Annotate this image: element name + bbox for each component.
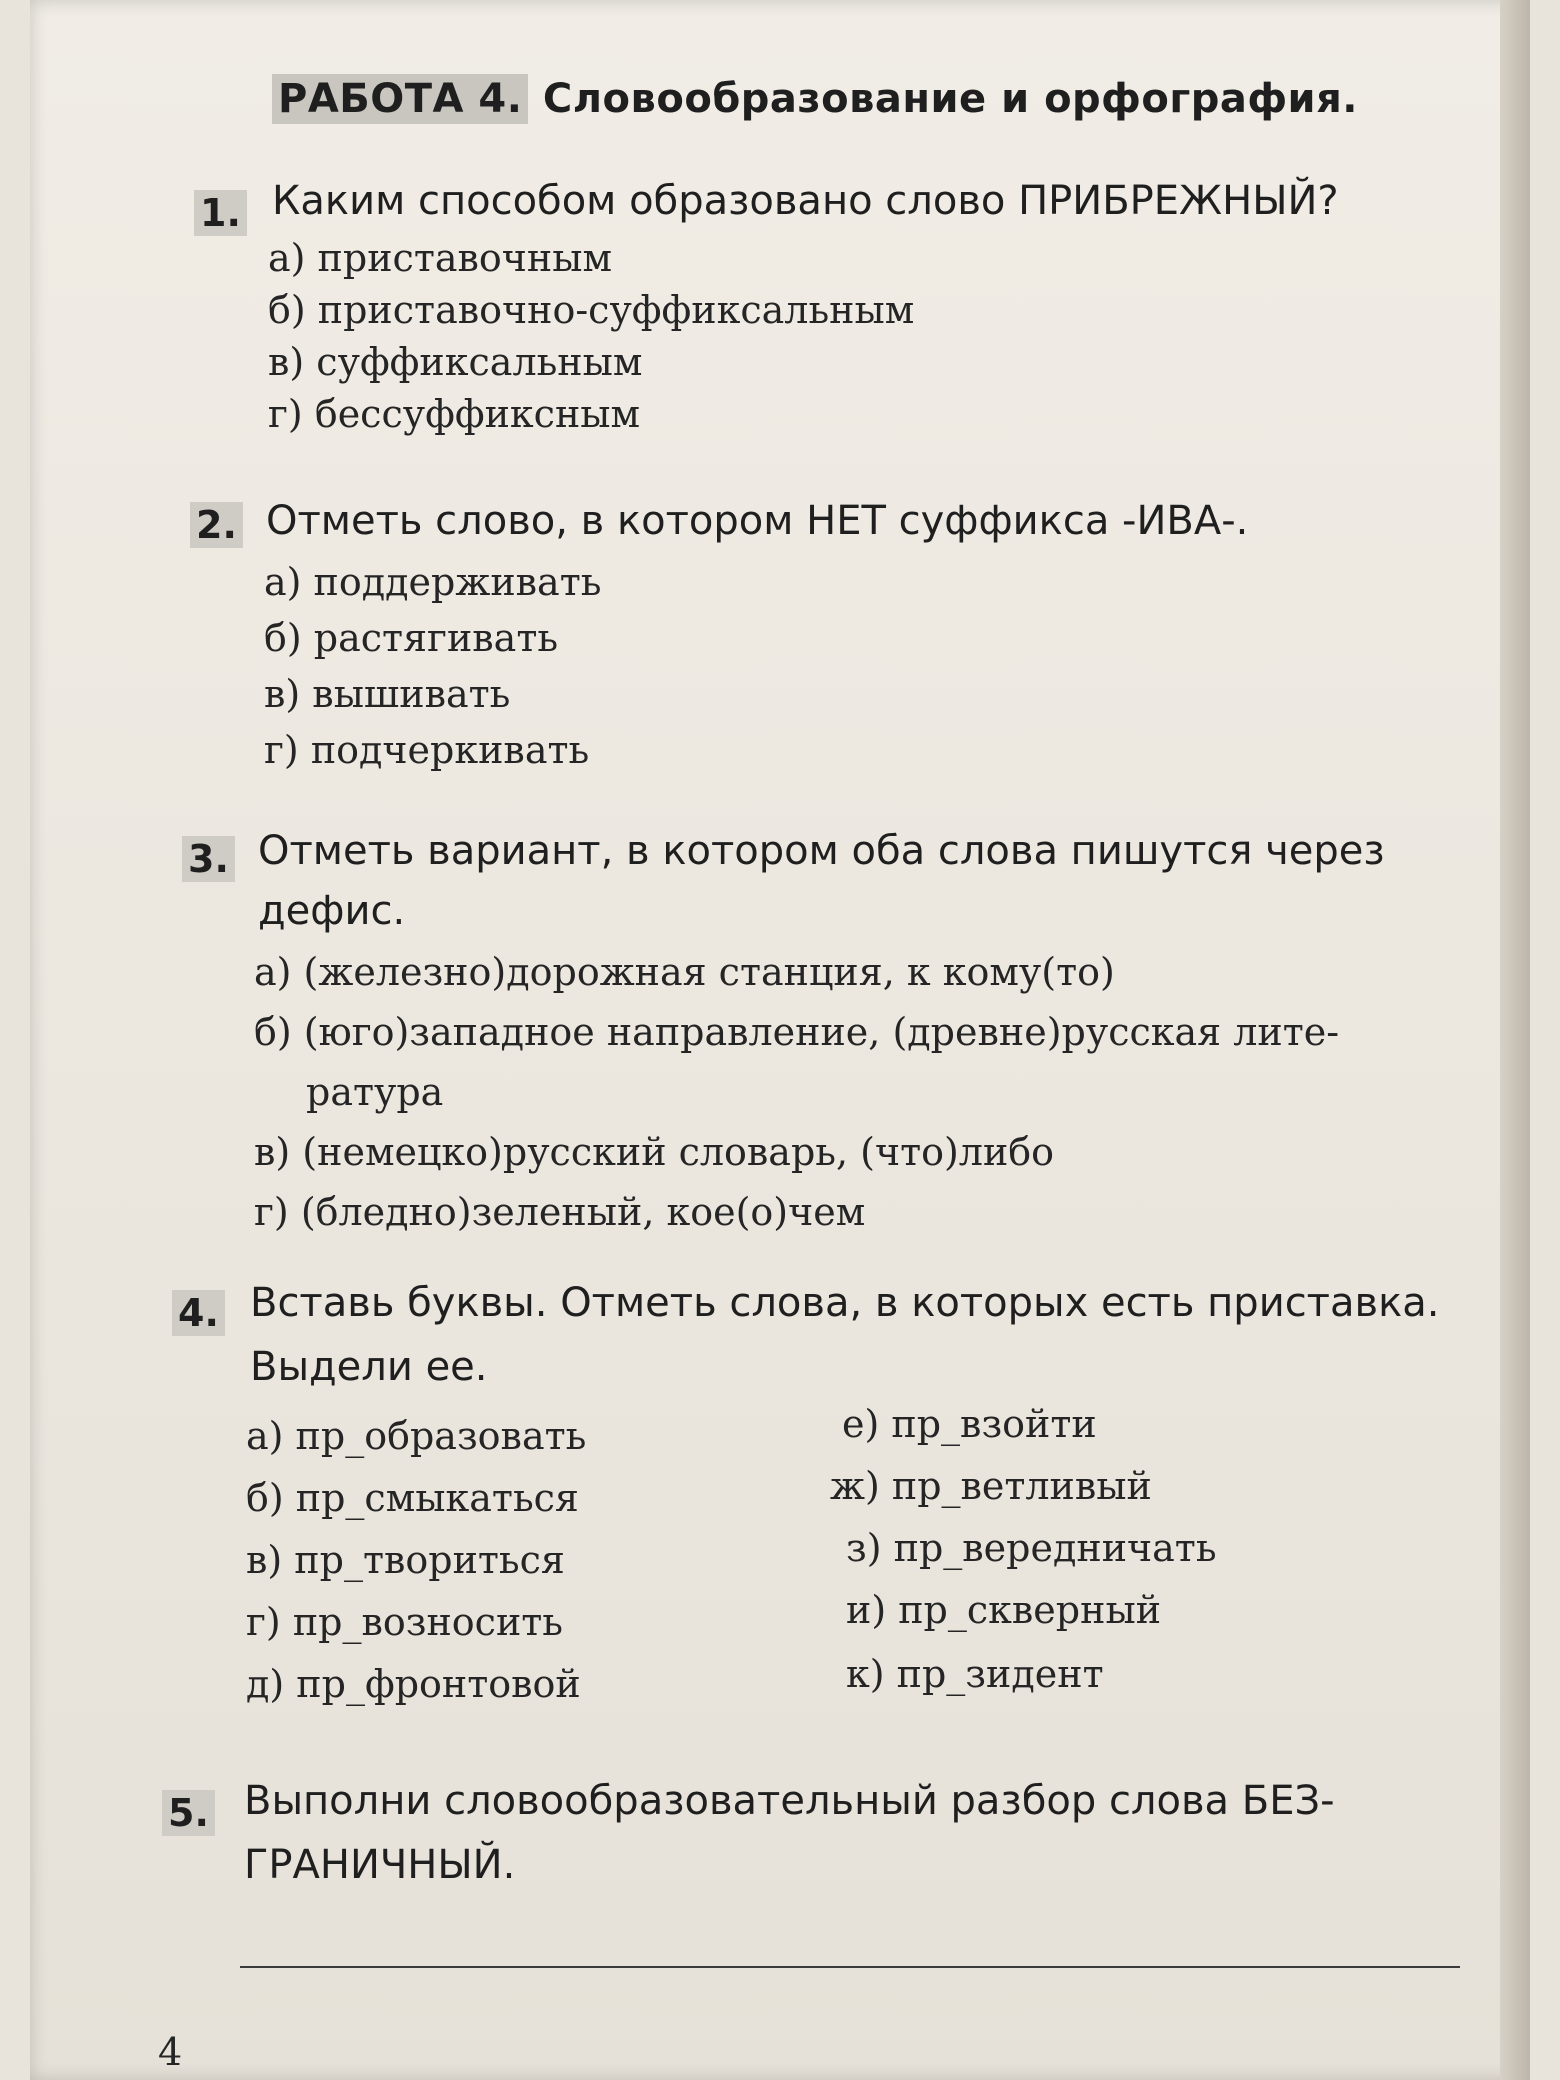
question-5-number: 5. bbox=[162, 1790, 215, 1836]
q3-option-d: г) (бледно)зеленый, кое(о)чем bbox=[254, 1190, 866, 1234]
question-3-text-line2: дефис. bbox=[258, 888, 406, 934]
q4-option-j: к) пр_зидент bbox=[846, 1652, 1104, 1696]
q3-option-b: б) (юго)западное направление, (древне)русская лите- bbox=[254, 1010, 1340, 1054]
q4-option-f: е) пр_взойти bbox=[842, 1402, 1097, 1446]
question-3-number: 3. bbox=[182, 836, 235, 882]
question-5-text-line1: Выполни словообразовательный разбор слова БЕЗ- bbox=[244, 1778, 1335, 1824]
work-title bbox=[272, 76, 1358, 122]
q3-option-b-continued: ратура bbox=[306, 1070, 444, 1114]
q4-option-h: з) пр_вередничать bbox=[846, 1526, 1217, 1570]
q2-option-c: в) вышивать bbox=[264, 672, 511, 716]
q2-option-b: б) растягивать bbox=[264, 616, 559, 660]
q1-option-c: в) суффиксальным bbox=[268, 340, 643, 384]
question-2-number: 2. bbox=[190, 502, 243, 548]
question-2-text: Отметь слово, в котором НЕТ суффикса -ИВА-. bbox=[266, 498, 1249, 544]
work-name: Словообразование и орфография. bbox=[542, 76, 1358, 122]
question-3-text-line1: Отметь вариант, в котором оба слова пишутся через bbox=[258, 828, 1385, 874]
q2-option-a: а) поддерживать bbox=[264, 560, 602, 604]
q1-option-b: б) приставочно-суффиксальным bbox=[268, 288, 915, 332]
q1-option-a: а) приставочным bbox=[268, 236, 613, 280]
q4-option-a: а) пр_образовать bbox=[246, 1414, 587, 1458]
q3-option-a: а) (железно)дорожная станция, к кому(то) bbox=[254, 950, 1115, 994]
question-4-text-line1: Вставь буквы. Отметь слова, в которых есть приставка. bbox=[250, 1280, 1440, 1326]
q1-option-d: г) бессуффиксным bbox=[268, 392, 641, 436]
q4-option-g: ж) пр_ветливый bbox=[830, 1464, 1152, 1508]
work-number: РАБОТА 4. bbox=[272, 74, 528, 124]
page-number: 4 bbox=[158, 2030, 183, 2074]
question-4-text-line2: Выдели ее. bbox=[250, 1344, 488, 1390]
q4-option-c: в) пр_твориться bbox=[246, 1538, 565, 1582]
question-4-number: 4. bbox=[172, 1290, 225, 1336]
answer-line[interactable] bbox=[240, 1966, 1460, 1968]
question-1-number: 1. bbox=[194, 190, 247, 236]
question-5-text-line2: ГРАНИЧНЫЙ. bbox=[244, 1842, 516, 1888]
q3-option-c: в) (немецко)русский словарь, (что)либо bbox=[254, 1130, 1055, 1174]
page-edge-shadow bbox=[1500, 0, 1530, 2080]
question-1-text: Каким способом образовано слово ПРИБРЕЖНЫЙ? bbox=[272, 178, 1339, 224]
q2-option-d: г) подчеркивать bbox=[264, 728, 590, 772]
q4-option-d: г) пр_возносить bbox=[246, 1600, 563, 1644]
q4-option-b: б) пр_смыкаться bbox=[246, 1476, 579, 1520]
q4-option-i: и) пр_скверный bbox=[846, 1588, 1162, 1632]
q4-option-e: д) пр_фронтовой bbox=[246, 1662, 581, 1706]
